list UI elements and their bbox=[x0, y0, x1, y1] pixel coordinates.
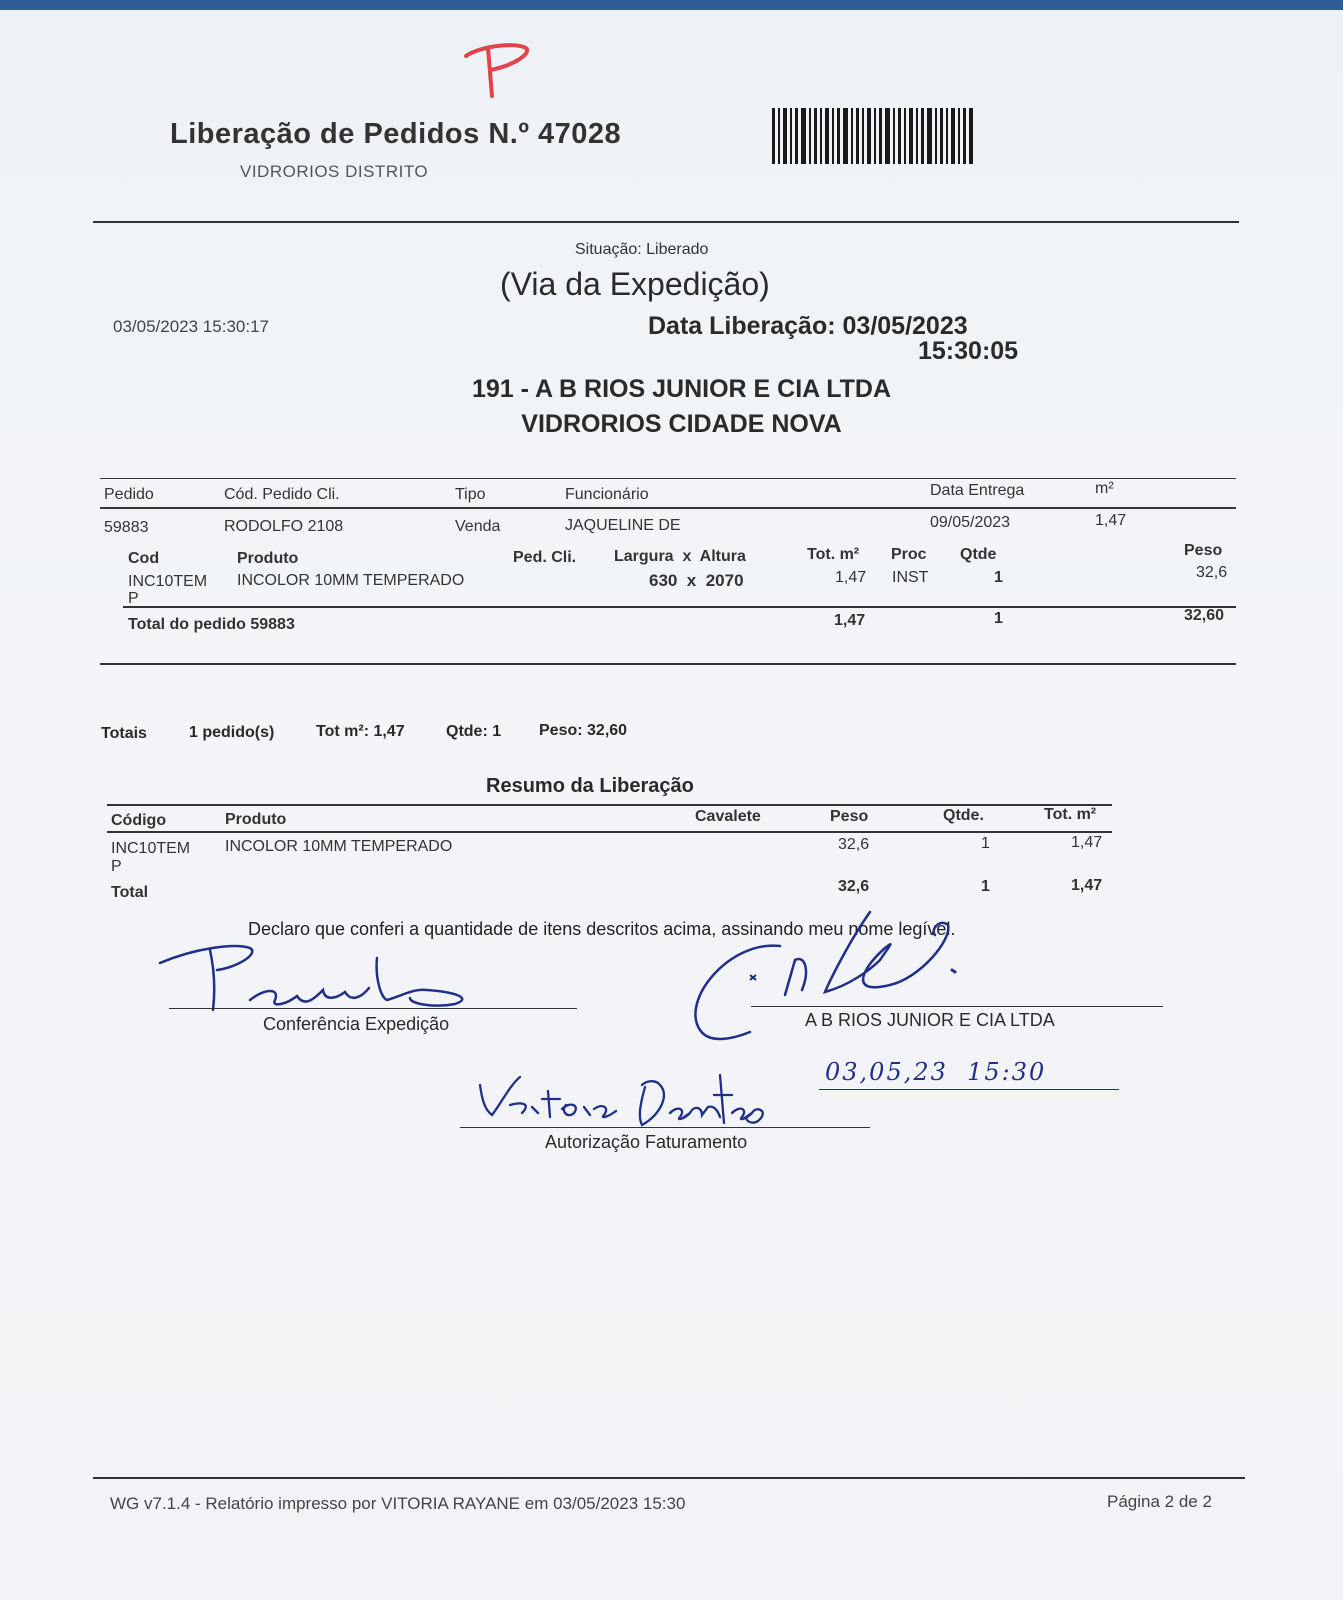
item-dims: 630 x 2070 bbox=[649, 571, 744, 590]
order-total-tot-m2: 1,47 bbox=[834, 612, 866, 629]
totals-pedidos: 1 pedido(s) bbox=[189, 724, 275, 741]
order-total-qtde: 1 bbox=[994, 610, 1003, 627]
handwritten-date: 03,05,23 15:30 bbox=[825, 1058, 1047, 1086]
item-col-ped-cli: Ped. Cli. bbox=[513, 549, 577, 566]
summary-col-produto: Produto bbox=[225, 811, 287, 828]
sig-bottom-label: Autorização Faturamento bbox=[545, 1132, 748, 1152]
totals-label: Totais bbox=[101, 725, 147, 742]
totals-tot-m2: Tot m²: 1,47 bbox=[316, 723, 405, 740]
signature-vitoria-dantas bbox=[470, 1055, 790, 1135]
sig-left-line bbox=[169, 1008, 577, 1009]
totals-peso: Peso: 32,60 bbox=[539, 722, 628, 739]
item-col-qtde: Qtde bbox=[960, 546, 997, 563]
footer-page-number: Página 2 de 2 bbox=[1107, 1492, 1212, 1511]
company-name: VIDRORIOS DISTRITO bbox=[240, 162, 429, 181]
summary-top-line bbox=[107, 804, 1112, 806]
summary-total-qtde: 1 bbox=[981, 878, 990, 895]
order-header-line bbox=[100, 507, 1236, 509]
item-col-largura-altura: Largura x Altura bbox=[614, 548, 746, 565]
item-cod-line2: P bbox=[128, 590, 139, 607]
item-col-tot-m2: Tot. m² bbox=[807, 546, 860, 563]
order-table-bottom-line bbox=[100, 663, 1236, 665]
order-pedido: 59883 bbox=[104, 519, 149, 536]
item-col-produto: Produto bbox=[237, 550, 299, 567]
col-funcionario: Funcionário bbox=[565, 486, 649, 503]
client-branch: VIDRORIOS CIDADE NOVA bbox=[521, 410, 842, 438]
document-title: Liberação de Pedidos N.º 47028 bbox=[170, 118, 622, 150]
order-data-entrega: 09/05/2023 bbox=[930, 514, 1011, 531]
summary-col-peso: Peso bbox=[830, 808, 869, 825]
footer-print-info: WG v7.1.4 - Relatório impresso por VITORIA RAYANE em 03/05/2023 15:30 bbox=[110, 1494, 686, 1513]
summary-header-line bbox=[107, 831, 1112, 833]
totals-qtde: Qtde: 1 bbox=[446, 723, 502, 740]
declaration-text: Declaro que conferi a quantidade de itens descritos acima, assinando meu nome legível. bbox=[248, 919, 956, 939]
order-m2: 1,47 bbox=[1095, 512, 1127, 529]
item-col-peso: Peso bbox=[1184, 542, 1223, 559]
footer-divider bbox=[93, 1477, 1245, 1479]
summary-qtde: 1 bbox=[981, 835, 990, 852]
via-label: (Via da Expedição) bbox=[500, 266, 770, 302]
summary-codigo-line2: P bbox=[111, 858, 122, 875]
header-divider bbox=[93, 221, 1239, 223]
order-cod-pedido-cli: RODOLFO 2108 bbox=[224, 518, 344, 535]
order-total-label: Total do pedido 59883 bbox=[128, 616, 295, 633]
col-m2: m² bbox=[1095, 480, 1114, 497]
summary-col-qtde: Qtde. bbox=[943, 807, 984, 824]
sig-left-label: Conferência Expedição bbox=[263, 1014, 450, 1034]
item-col-proc: Proc bbox=[891, 546, 927, 563]
summary-col-codigo: Código bbox=[111, 812, 167, 829]
summary-produto: INCOLOR 10MM TEMPERADO bbox=[225, 838, 453, 855]
barcode-image bbox=[770, 108, 975, 164]
release-date: Data Liberação: 03/05/2023 bbox=[648, 312, 968, 340]
release-time: 15:30:05 bbox=[918, 337, 1019, 365]
order-total-line bbox=[123, 606, 1236, 608]
printed-datetime: 03/05/2023 15:30:17 bbox=[113, 317, 269, 336]
item-produto: INCOLOR 10MM TEMPERADO bbox=[237, 572, 465, 589]
order-total-peso: 32,60 bbox=[1184, 607, 1225, 624]
summary-total-peso: 32,6 bbox=[838, 878, 870, 895]
sig-right-line bbox=[751, 1006, 1163, 1007]
col-cod-pedido-cli: Cód. Pedido Cli. bbox=[224, 486, 340, 503]
order-funcionario: JAQUELINE DE bbox=[565, 517, 681, 534]
item-qtde: 1 bbox=[994, 569, 1003, 586]
status-text: Situação: Liberado bbox=[575, 241, 709, 258]
col-tipo: Tipo bbox=[455, 486, 486, 503]
summary-total-tot-m2: 1,47 bbox=[1071, 877, 1103, 894]
client-name: 191 - A B RIOS JUNIOR E CIA LTDA bbox=[471, 375, 892, 403]
sig-bottom-line bbox=[460, 1127, 870, 1128]
summary-peso: 32,6 bbox=[838, 836, 870, 853]
item-proc: INST bbox=[892, 569, 929, 586]
handwritten-p-mark bbox=[460, 40, 540, 100]
item-tot-m2: 1,47 bbox=[835, 569, 867, 586]
summary-title: Resumo da Liberação bbox=[486, 775, 694, 797]
signature-paulo bbox=[155, 938, 495, 1018]
item-cod-line1: INC10TEM bbox=[128, 573, 208, 590]
summary-tot-m2: 1,47 bbox=[1071, 834, 1103, 851]
item-peso: 32,6 bbox=[1196, 564, 1228, 581]
summary-col-tot-m2: Tot. m² bbox=[1044, 806, 1097, 823]
top-edge-bar bbox=[0, 0, 1343, 10]
summary-codigo-line1: INC10TEM bbox=[111, 840, 191, 857]
sig-right-label: A B RIOS JUNIOR E CIA LTDA bbox=[805, 1010, 1055, 1030]
col-data-entrega: Data Entrega bbox=[930, 482, 1025, 499]
col-pedido: Pedido bbox=[104, 486, 154, 503]
summary-total-label: Total bbox=[111, 884, 149, 901]
signature-company bbox=[690, 900, 990, 1060]
summary-col-cavalete: Cavalete bbox=[695, 808, 761, 825]
item-col-cod: Cod bbox=[128, 550, 160, 567]
handwritten-date-underline bbox=[819, 1089, 1119, 1090]
order-tipo: Venda bbox=[455, 518, 501, 535]
order-table-top-line bbox=[100, 478, 1236, 479]
